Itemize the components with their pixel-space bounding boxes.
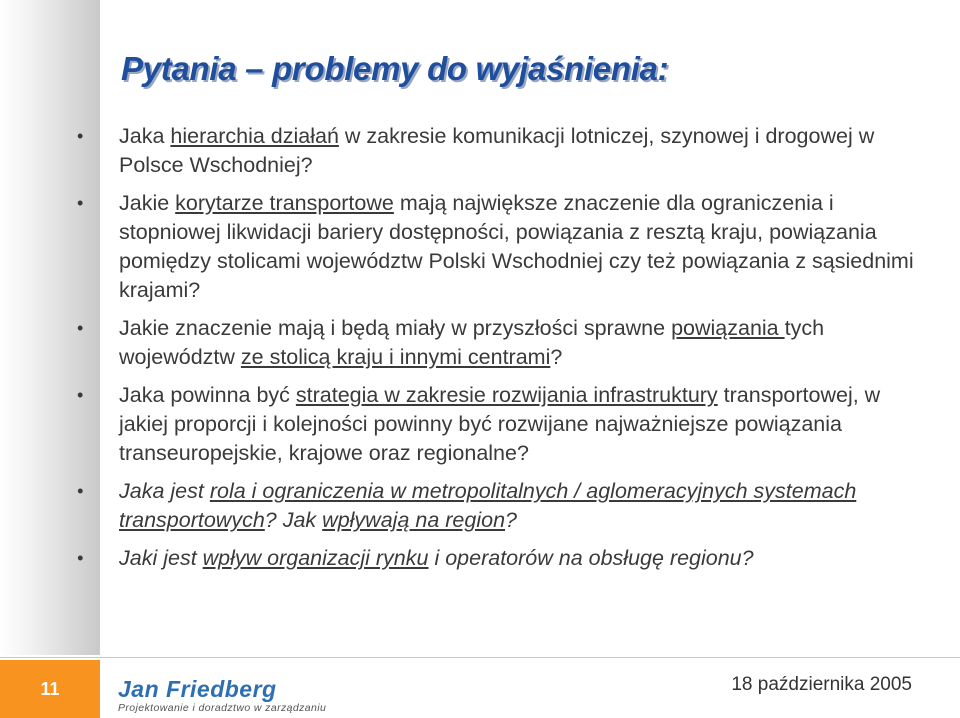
underlined-phrase: wpływ organizacji rynku	[202, 546, 429, 570]
slide-date: 18 października 2005	[731, 674, 912, 695]
bullet-text: Jaka	[119, 124, 171, 148]
underlined-phrase: strategia w zakresie rozwijania infrastruktury	[295, 383, 718, 407]
bullet-item	[119, 189, 919, 305]
underlined-phrase: hierarchia działań	[170, 124, 339, 148]
bullet-item	[119, 477, 919, 535]
underlined-phrase: korytarze transportowe	[175, 191, 394, 215]
slide-title: Pytania – problemy do wyjaśnienia:	[121, 50, 669, 87]
bullet-item	[119, 544, 919, 573]
underlined-phrase: rola i ograniczenia w metropolitalnych / aglomeracyjnych systemach transportowych	[119, 479, 857, 532]
bullet-item	[119, 314, 919, 372]
page-number: 11	[40, 678, 60, 699]
bullet-item	[119, 122, 919, 180]
bullet-text: mają największe znaczenie dla ograniczenia i stopniowej likwidacji bariery dostępności, powiązania z resztą kraju, powiązania pomiędzy stolicami województw Polski Wschodniej czy też powiązania z sąsiednimi krajami?	[119, 191, 914, 302]
bullet-text: Jaka jest	[119, 479, 210, 503]
left-gradient-band	[0, 0, 100, 655]
underlined-phrase: ze stolicą kraju i innymi centrami	[240, 345, 551, 369]
company-logo	[118, 676, 358, 716]
bullet-text: Jakie	[119, 191, 176, 215]
page-number-box	[0, 660, 100, 718]
bullet-text: w zakresie komunikacji lotniczej, szynowej i drogowej w Polsce Wschodniej?	[119, 124, 875, 177]
bullet-text: ?	[505, 508, 517, 532]
footer-divider	[0, 657, 960, 658]
bullet-text: i operatorów na obsługę regionu?	[428, 546, 754, 570]
bullet-list	[119, 122, 919, 582]
bullet-text: Jaki jest	[119, 546, 203, 570]
underlined-phrase: wpływają na region	[322, 508, 506, 532]
underlined-phrase: powiązania	[671, 316, 785, 340]
bullet-text: ?	[550, 345, 563, 369]
bullet-text: tych województw	[119, 316, 825, 369]
bullet-item	[119, 381, 919, 468]
logo-tagline: Projektowanie i doradztwo w zarządzaniu	[118, 702, 327, 714]
bullet-text: Jaka powinna być	[119, 383, 296, 407]
bullet-text: ? Jak	[264, 508, 323, 532]
bullet-text: Jakie znaczenie mają i będą miały w przyszłości sprawne	[119, 316, 672, 340]
logo-name: Jan Friedberg	[118, 676, 277, 702]
bullet-text: transportowej, w jakiej proporcji i kolejności powinny być rozwijane najważniejsze powiązania transeuropejskie, krajowe oraz regionalne?	[119, 383, 881, 465]
